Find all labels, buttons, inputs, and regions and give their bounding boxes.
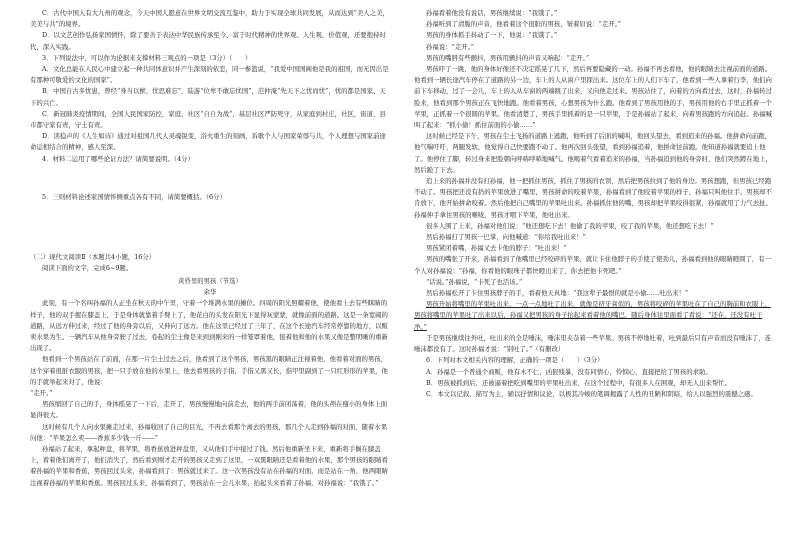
right-paragraph: 男孩紧闭着嘴，孙福又去卡他的脖子：“吐出来！” <box>426 244 567 253</box>
left-paragraph: D．读稳声的《人生如诗》通过对祖国几代人灵魂锐变，浴火重生的刻画，诉歌个人与国家荣辱与共，个人理想与国家前途命运相结合的精神，感人至深。 <box>30 132 386 152</box>
left-paragraph: B．中国自古多忧患，曾经“身当以猷，忧思难忘”，陆游“位卑不敢忘忧国”，范仲淹“先天下之忧而忧”，忧的都是国家、天下的兴亡。 <box>30 87 386 107</box>
right-paragraph: 很多人围了上来，孙福对他们说：“他还想吃下去！他偷了我的苹果，咬了我的苹果，他还想吃下去！” <box>426 221 714 230</box>
left-paragraph: 黄昏里的男孩（节选） <box>178 277 242 286</box>
right-paragraph: 男孩的嘴张了开来，孙福看到了他嘴里已经咬碎的苹果，就让卡住他脖子的手使了使劲儿，孙福看到他的眼睛瞪圆了，有一个人对孙福说：“孙福，你看他的眼珠子都快瞪出来了，你去把他卡死吧。” <box>414 255 772 275</box>
right-paragraph: 追上来的孙福并没有打孙福，他一把抓住男孩，抓住了男孩的衣领，然后把男孩拉到了他的身边。男孩想跑，但男孩已经跑不动了。男孩把还没有扔的苹果放进了嘴里，男孩拼命的咬着苹果，孙福看到了他咬着苹果的样子，孙福只叫他住手。男孩却不肯放下，他开始拼命咬着。然后他把自己嘴里的苹果吐出来。孙福抓住他的嘴，男孩却把苹果咬得很紧，孙福就用了力气去扯。孙福伸手拿住男孩的喉咙，男孩才咽下苹果，他吐出来。 <box>414 177 772 219</box>
left-paragraph: 3．下列说法中，可以作为论据来支撑材料三观点的一项是（3分）（ ） <box>42 53 252 62</box>
right-paragraph: 于是男孩继续往外吐，吐出来的全是唾沫，唾沫里夹杂着一些苹果。男孩不停地吐着，吐到最后只有声音而没有唾沫了，连唾沫都没有了。这时孙福才说：“别吐了。”（有删改） <box>414 333 772 354</box>
right-paragraph: 孙福听到了清脆的声音，他看着这个很脏的男孩，皱着眉说：“走开。” <box>426 20 622 29</box>
left-paragraph: 5．三则材料论述家国情怀侧重点各有不同，请简要概括。（6分） <box>42 192 226 201</box>
left-paragraph: 阅读下面的文字，完成6~9题。 <box>42 263 133 272</box>
left-column <box>30 8 390 489</box>
right-paragraph: 孙福看着他没有说话，男孩继续说：“我饿了。” <box>426 9 558 17</box>
right-paragraph: C．本文以记叙、描写为主，辅以抒情和议论，以极其冷峻的笔调揭露了人性的丑陋和阴暗，给人以强烈的震撼之感。 <box>426 389 757 398</box>
left-paragraph: 这时候有几个人向水果摊走过来，孙福收回了自己的目光，不再去看那个离去的男孩，那几个人走到孙福的对面，随着水果问他：“苹果怎么卖——香蕉多少钱一斤——” <box>30 422 388 442</box>
right-paragraph: 然后孙福松开了卡住男孩脖子的手，看着他天真地：“我这辈子最恨的就是小偷……吐出来！” <box>426 289 689 298</box>
left-paragraph: 4．材料二运用了哪些论证方法？请简要说明。（4分） <box>42 154 194 163</box>
left-paragraph <box>30 230 390 244</box>
right-paragraph: B．男孩被抓到后，还被逼着把吃到嘴里的苹果吐出来，在这个过程中，有很多人在围观，却无人出来帮忙。 <box>426 378 732 387</box>
right-paragraph: A．孙福是一个普通个商贩，他有木不仁，凶狠残暴，没有同情心，怜悯心，直接把给了男孩的求助。 <box>426 367 712 376</box>
right-paragraph: 这时候已经是下午，男孩在尘土飞扬的道路上逃跑，他听到了后面的喊叫，他回头望去，看到追来的孙福。他拼命向前跑，他气喘吁吁，两腿发软，他觉得自己快要跑不动了。他再次回头张望，看到孙福追着，他拼命往前跑。他知道孙福就要追上他了。他停住了脚，转过身来把脸朝向呼哧呼哧地喊气。他喝着气看着追来的孙福，当孙福追到他的身旁时，他们突然蹲在地上，然后跪了下去。 <box>414 132 772 174</box>
right-paragraph: 6．下列对本文相关内容的理解，正确的一项是（ ）（3分） <box>426 356 604 365</box>
left-paragraph: A．文化总能在人民心中建立起一种共同体意识并产生深刻的依恋，同一参篮说，“我爱中国国阁他是我的祖国，而无因出是有那种可敬爱的文化的国家”。 <box>30 65 389 85</box>
right-paragraph: 然后孙福打了男孩一巴掌，向他喊道：“你给我吐出来！” <box>426 233 586 242</box>
left-paragraph: 他看到一个男孩站在了前面，在那一片尘土过去之后，他看到了这个男孩，男孩黑的眼睛正注视着他，他看着对面的男孩，这个穿着很脏衣服的男孩，把一只手放在他的水果上，他去看男孩的手指，手指又黑又长，指甲里副到了一只红形形的苹果，他的手就举起来对了，他说： <box>30 355 388 386</box>
left-paragraph: C．新冠肺炎疫情期间，全国人民国家防控，家庭、社区“自自为战”，基层社区严防死守，从家庭到村庄，社区，街道，县市都守家有责，守土有责。 <box>30 109 386 130</box>
right-paragraph: 男孩开始将嘴里的苹果吐出来，一点一点地吐了出来，就像是挤牙膏似的，男孩将咬碎的苹果吐在了自己的胸前和衣服上，男孩将嘴里的苹果吐了出来以后，孙福又把男孩的身子抬起来看着他的嘴巴，随后身体往里面看了看说：“还在，还没有吐干净。” <box>414 300 772 331</box>
right-paragraph: 男孩的身体抓手抖动了一下，他说：“我饿了。” <box>426 31 558 40</box>
left-paragraph: C．古代中国人有大九州的观念，今天中国人愿意在世界文明交流互鉴中，助力于实现全球共同发展，从而达到“美人之美，美美与共”的境界。 <box>30 9 389 29</box>
left-paragraph: D．以文艺创作弘扬家国情怀，除了要善于表达中华民族传承至今、富于时代精神的世界观、人生观、价值观，还要抱持时代，深入实践。 <box>30 31 386 51</box>
left-paragraph: 孙福站了起来，拿起秤盘，将苹果，将香蕉放进秤盘里，又从他们手中接过了钱。然后他重新坐下来，重新将手搁在膝盖上，看着他们离开了，他们消失了，然后看到刚才走开的男孩又走到了这里，一双黑眼睛还是看着他的水果，那个男孩的眼睛看着孙福的苹果和香蕉，男孩回过头来，孙福看到了：男孩就过来了。这一次男孩没有站在孙福的对面，而是站在一角，他两眼睛注视着孙福的苹果和香蕉。男孩回过头来，孙福看到了，男孩站在一会儿水果，抬起头来看着了孙福，对孙福说：“我饿了。” <box>30 445 388 487</box>
left-paragraph: 余华 <box>203 288 217 297</box>
left-paragraph: 男孩缩回了自己的手，身体摇晃了一下后，走开了，男孩慢慢地向前走去，他的两手前闭荡着，他的头颅在瘦小的身体上面显得很大。 <box>30 400 388 420</box>
right-paragraph: 男孩的嘴唇有些颤抖，男孩用颤抖的声音又响起：“走开。” <box>426 53 590 62</box>
left-paragraph: “走开。” <box>30 389 53 398</box>
right-column <box>414 8 774 400</box>
left-paragraph <box>30 209 390 223</box>
right-paragraph: 男孩吓了一跳，他的身体好像还不决定摇晃了几下，然后再要隐藏的一动。孙福不再去看他，他的眼睛去注视前面的道路。他看到一辆长途汽车停在了道路的另一边，车上的人从窗户里探出来。这位车上的人们下车了，他看到一些人拿着行李，他们向前下车移动，过了一会儿，车上的人从车窗的两端跳了出来，又向他走过来。男孩站住了，向着的方向看过去，这时，孙福转过脸来，他看到那个男孩正在飞快地跑。他看着男孩，心想男孩为什么跑。他看到了男孩用他的手，男孩用他的右手里正抓着一个苹果，正抓着一个很圆的苹果。他看清楚了，男孩手里抓着的是一只苹果，于是孙福站了起来，向着男孩跑的方向追赶。孙福喊叫了起来：“抓小偷！抓住前面的小偷……” <box>414 65 772 130</box>
left-paragraph <box>30 171 390 185</box>
left-paragraph: （二）现代文阅读Ⅱ（本题共4小题，16分） <box>30 252 156 261</box>
right-paragraph: “话说。”孙福说，“卡死了也活该。” <box>426 277 523 286</box>
right-paragraph: 孙福说：“走开。” <box>426 42 475 51</box>
left-paragraph: 此刻，有一个名叫孙福的人正坐在秋天的中午里，守着一个堆满水果的摊位。四周的阳光照耀着他，使他看上去有些眯睛的样子，他的双手握在膝盖上，于是身体就靠着手臂上了，他花白的头发在阳光下显得灰蒙蒙，就像前面的道路。这是一条宽阔的道路，从远方伸过来，经过了他的身旁以后，又伸向了远方。他在这里已经过了三年了，在这个长途汽车经常停靠的地方，以贩卖水果为生。一辆汽车从他身旁驶了过去，卷起的尘土像是来到到刚来的一样笼罩着他，接着他和他的水果又像是整明晰的重新出现了。 <box>30 299 388 353</box>
